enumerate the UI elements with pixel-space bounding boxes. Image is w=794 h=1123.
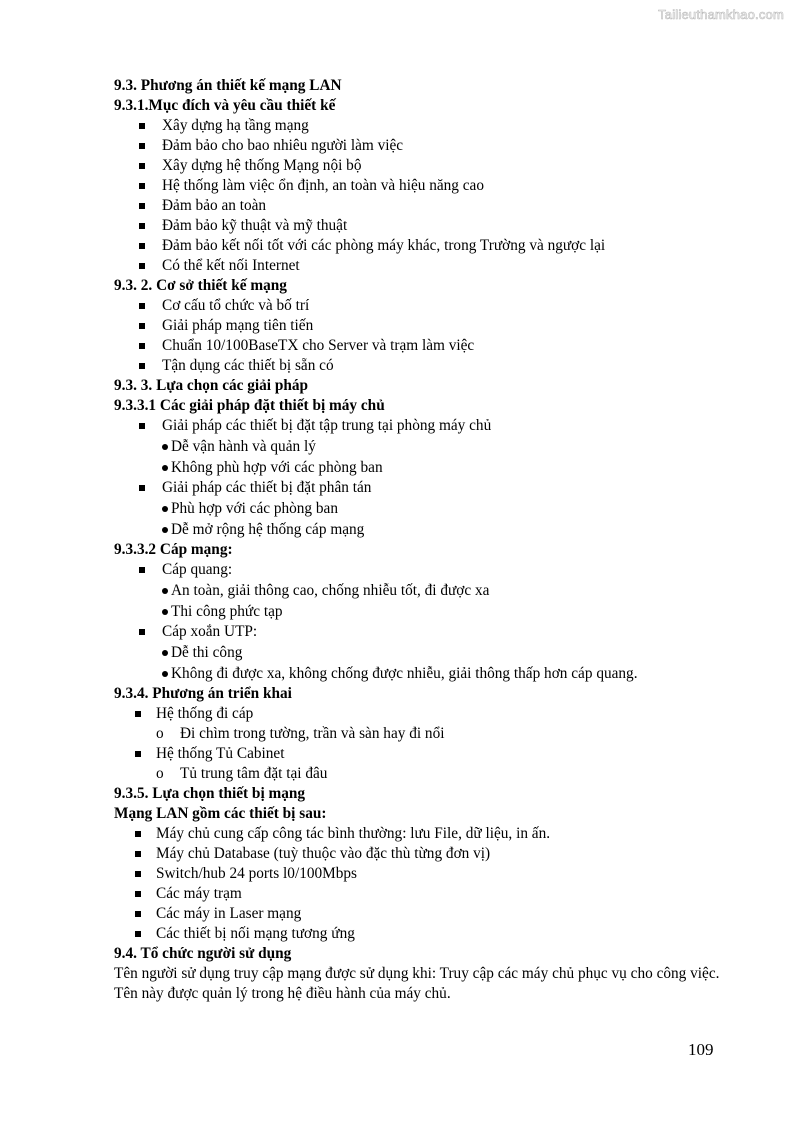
section-heading: 9.3.5. Lựa chọn thiết bị mạng [114, 785, 306, 802]
sub-bullet-item: Dễ vận hành và quản lý [114, 436, 734, 457]
bullet-item: Cơ cấu tổ chức và bố trí [114, 296, 734, 316]
bullet-item: Các máy in Laser mạng [114, 904, 734, 924]
bullet-item: Chuẩn 10/100BaseTX cho Server và trạm làm việc [114, 336, 734, 356]
sub-bullet-item: o Tủ trung tâm đặt tại đâu [114, 764, 734, 784]
bullet-item: Đảm bảo cho bao nhiêu người làm việc [114, 136, 734, 156]
sub-bullet-item: An toàn, giải thông cao, chống nhiễu tốt, đi được xa [114, 580, 734, 601]
bullet-item: Giải pháp các thiết bị đặt phân tán [114, 478, 734, 498]
bullet-item: Giải pháp mạng tiên tiến [114, 316, 734, 336]
bullet-item: Hệ thống làm việc ổn định, an toàn và hiệu năng cao [114, 176, 734, 196]
bullet-item: Hệ thống đi cáp [114, 704, 734, 724]
bullet-item: Đảm bảo kết nối tốt với các phòng máy khác, trong Trường và ngược lại [114, 236, 734, 256]
sub-bullet-item: Dễ thi công [114, 642, 734, 663]
bullet-item: Giải pháp các thiết bị đặt tập trung tại phòng máy chủ [114, 416, 734, 436]
section-heading: 9.3.4. Phương án triển khai [114, 685, 292, 702]
section-heading: Mạng LAN gồm các thiết bị sau: [114, 805, 327, 822]
bullet-item: Có thể kết nối Internet [114, 256, 734, 276]
bullet-item: Hệ thống Tủ Cabinet [114, 744, 734, 764]
bullet-item: Cáp xoắn UTP: [114, 622, 734, 642]
sub-bullet-item: o Đi chìm trong tường, trần và sàn hay đi nổi [114, 724, 734, 744]
watermark: Tailieuthamkhao.com [658, 7, 784, 22]
section-heading: 9.3. 3. Lựa chọn các giải pháp [114, 377, 309, 394]
section-heading: 9.4. Tổ chức người sử dụng [114, 945, 292, 962]
section-heading: 9.3.1.Mục đích và yêu cầu thiết kế [114, 97, 336, 114]
bullet-item: Switch/hub 24 ports l0/100Mbps [114, 864, 734, 884]
bullet-item: Cáp quang: [114, 560, 734, 580]
sub-bullet-item: Dễ mở rộng hệ thống cáp mạng [114, 519, 734, 540]
bullet-item: Tận dụng các thiết bị sẵn có [114, 356, 734, 376]
page-number: 109 [688, 1040, 714, 1059]
sub-bullet-item: Không phù hợp với các phòng ban [114, 457, 734, 478]
bullet-item: Các máy trạm [114, 884, 734, 904]
section-heading: 9.3. Phương án thiết kế mạng LAN [114, 77, 342, 94]
sub-bullet-item: Thi công phức tạp [114, 601, 734, 622]
sub-bullet-item: Không đi được xa, không chống được nhiễu, giải thông thấp hơn cáp quang. [114, 663, 734, 684]
section-heading: 9.3.3.2 Cáp mạng: [114, 541, 233, 558]
bullet-item: Đảm bảo kỹ thuật và mỹ thuật [114, 216, 734, 236]
bullet-item: Xây dựng hạ tầng mạng [114, 116, 734, 136]
bullet-item: Đảm bảo an toàn [114, 196, 734, 216]
section-heading: 9.3.3.1 Các giải pháp đặt thiết bị máy chủ [114, 397, 385, 414]
document-body [114, 76, 734, 1004]
bullet-item: Máy chủ cung cấp công tác bình thường: lưu File, dữ liệu, in ấn. [114, 824, 734, 844]
paragraph: Tên người sử dụng truy cập mạng được sử dụng khi: Truy cập các máy chủ phục vụ cho công việc. Tên này được quản lý trong hệ điều hành của máy chủ. [114, 965, 720, 1002]
bullet-item: Máy chủ Database (tuỳ thuộc vào đặc thù từng đơn vị) [114, 844, 734, 864]
section-heading: 9.3. 2. Cơ sở thiết kế mạng [114, 277, 287, 294]
sub-bullet-item: Phù hợp với các phòng ban [114, 498, 734, 519]
bullet-item: Xây dựng hệ thống Mạng nội bộ [114, 156, 734, 176]
bullet-item: Các thiết bị nối mạng tương ứng [114, 924, 734, 944]
